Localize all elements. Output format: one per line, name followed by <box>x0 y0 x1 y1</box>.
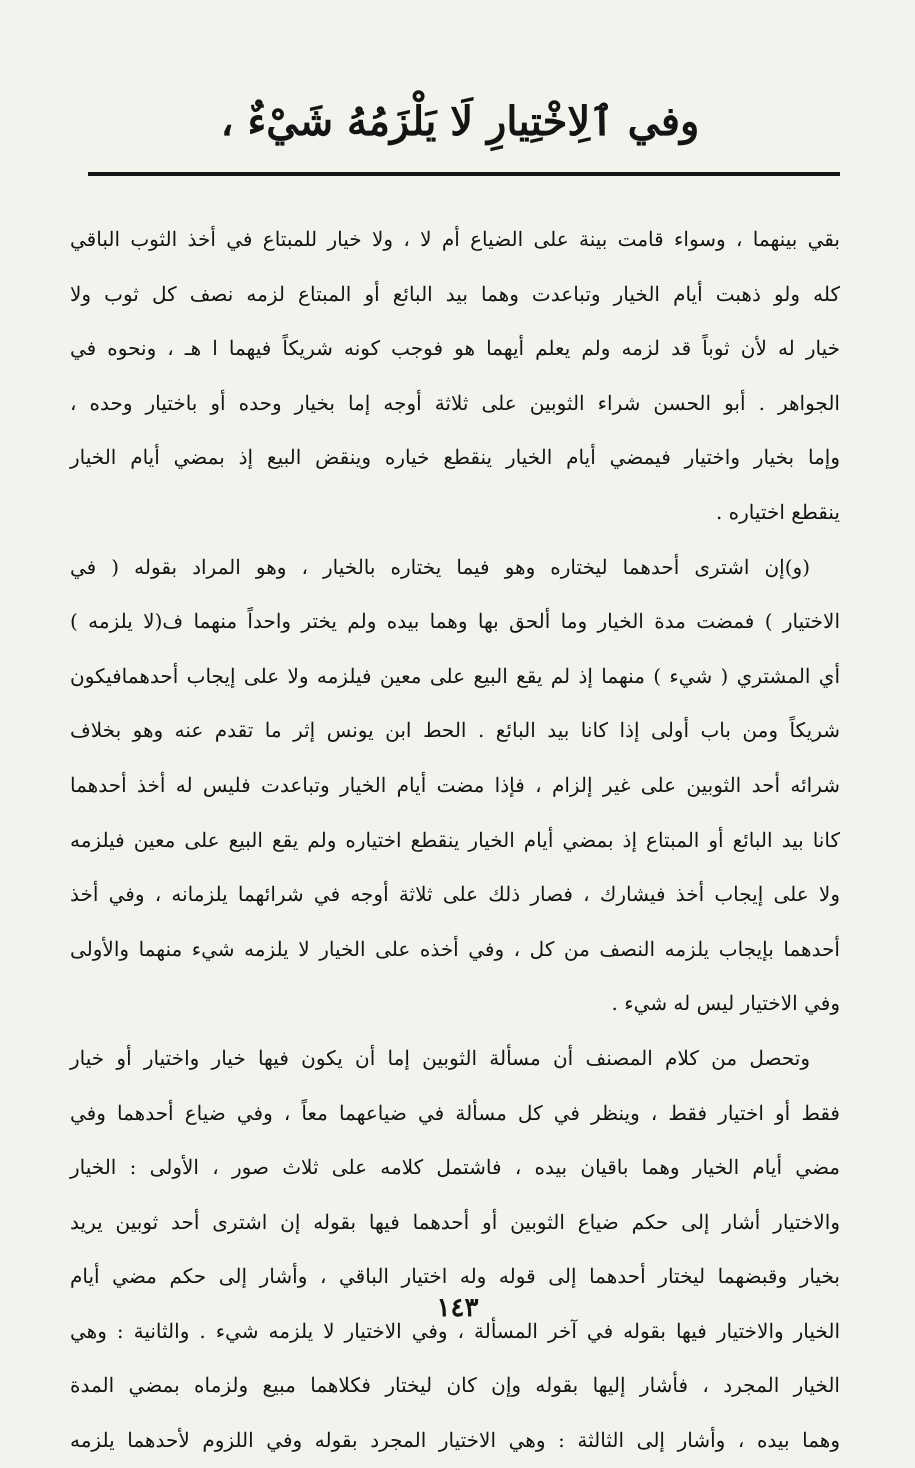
body-text <box>70 212 840 1468</box>
text-line: وإما بخيار واختيار فيمضي أيام الخيار ينقطع خياره وينقض البيع إذ بمضي أيام الخيار <box>70 445 840 470</box>
text-line: أي المشتري ( شيء ) منهما إذ لم يقع البيع على معين فيلزمه ولا على إيجاب أحدهمافيكون <box>70 663 840 688</box>
text-line: أحدهما بإيجاب يلزمه النصف من كل ، وفي أخذه على الخيار لا يلزمه شيء منهما والأولى <box>70 936 840 961</box>
text-line: وهما بيده ، وأشار إلى الثالثة : وهي الاختيار المجرد بقوله وفي اللزوم لأحدهما يلزمه <box>70 1428 840 1453</box>
header-rule <box>88 172 840 176</box>
text-line: بخيار وقبضهما ليختار أحدهما إلى قوله وله اختيار الباقي ، وأشار إلى حكم مضي أيام <box>70 1264 840 1289</box>
text-line: شريكاً ومن باب أولى إذا كانا بيد البائع . الحط ابن يونس إثر ما تقدم عنه وهو بخلاف <box>70 718 840 743</box>
text-line: كله ولو ذهبت أيام الخيار وتباعدت وهما بيد البائع أو المبتاع لزمه نصف كل ثوب ولا <box>70 281 840 306</box>
text-line: (و)إن اشترى أحدهما ليختاره وهو فيما يختاره بالخيار ، وهو المراد بقوله ( في <box>70 554 810 579</box>
text-line: بقي بينهما ، وسواء قامت بينة على الضياع أم لا ، ولا خيار للمبتاع في أخذ الثوب الباقي <box>70 227 840 251</box>
text-line: الخيار المجرد ، فأشار إليها بقوله وإن كان ليختار فكلاهما مبيع ولزماه بمضي المدة <box>70 1373 840 1398</box>
text-line: مضي أيام الخيار وهما باقيان بيده ، فاشتمل كلامه على ثلاث صور ، الأولى : الخيار <box>70 1155 840 1180</box>
text-line: ولا على إيجاب أخذ فيشارك ، فصار ذلك على ثلاثة أوجه في شرائهما يلزمانه ، وفي أخذ <box>70 882 840 907</box>
text-line: الخيار والاختيار فيها بقوله في آخر المسألة ، وفي الاختيار لا يلزمه شيء . والثانية : وهي <box>70 1318 840 1343</box>
text-line: الاختيار ) فمضت مدة الخيار وما ألحق بها وهما بيده ولم يختر واحداً منهما ف(لا يلزمه ) <box>70 609 840 634</box>
text-line: الجواهر . أبو الحسن شراء الثوبين على ثلاثة أوجه إما بخيار وحده أو باختيار وحده ، <box>70 390 840 415</box>
text-line: فقط أو اختيار فقط ، وينظر في كل مسألة في ضياعهما معاً ، وفي ضياع أحدهما وفي <box>70 1100 840 1125</box>
page-number: ١٤٣ <box>436 1293 479 1323</box>
text-line: وفي الاختيار ليس له شيء . <box>611 991 840 1016</box>
text-line: ينقطع اختياره . <box>715 499 840 524</box>
text-line: والاختيار أشار إلى حكم ضياع الثوبين أو أحدهما فيها بقوله إن اشترى أحد ثوبين يريد <box>70 1209 840 1234</box>
text-line: شرائه أحد الثوبين على غير إلزام ، فإذا مضت أيام الخيار وتباعدت فليس له أخذ أحدهما <box>70 772 840 797</box>
text-line: كانا بيد البائع أو المبتاع إذ بمضي أيام الخيار ينقطع اختياره ولم يقع البيع على معين فيلزمه <box>70 827 840 852</box>
text-line: وتحصل من كلام المصنف أن مسألة الثوبين إما أن يكون فيها خيار واختيار أو خيار <box>70 1045 810 1070</box>
running-header-title: وفي ٱلِاخْتِيارِ لَا يَلْزَمُهُ شَيْءٌ ، <box>220 98 700 145</box>
text-line: خيار له لأن ثوباً قد لزمه ولم يعلم أيهما هو فوجب كونه شريكاً فيهما ا هـ ، ونحوه في <box>70 336 840 361</box>
